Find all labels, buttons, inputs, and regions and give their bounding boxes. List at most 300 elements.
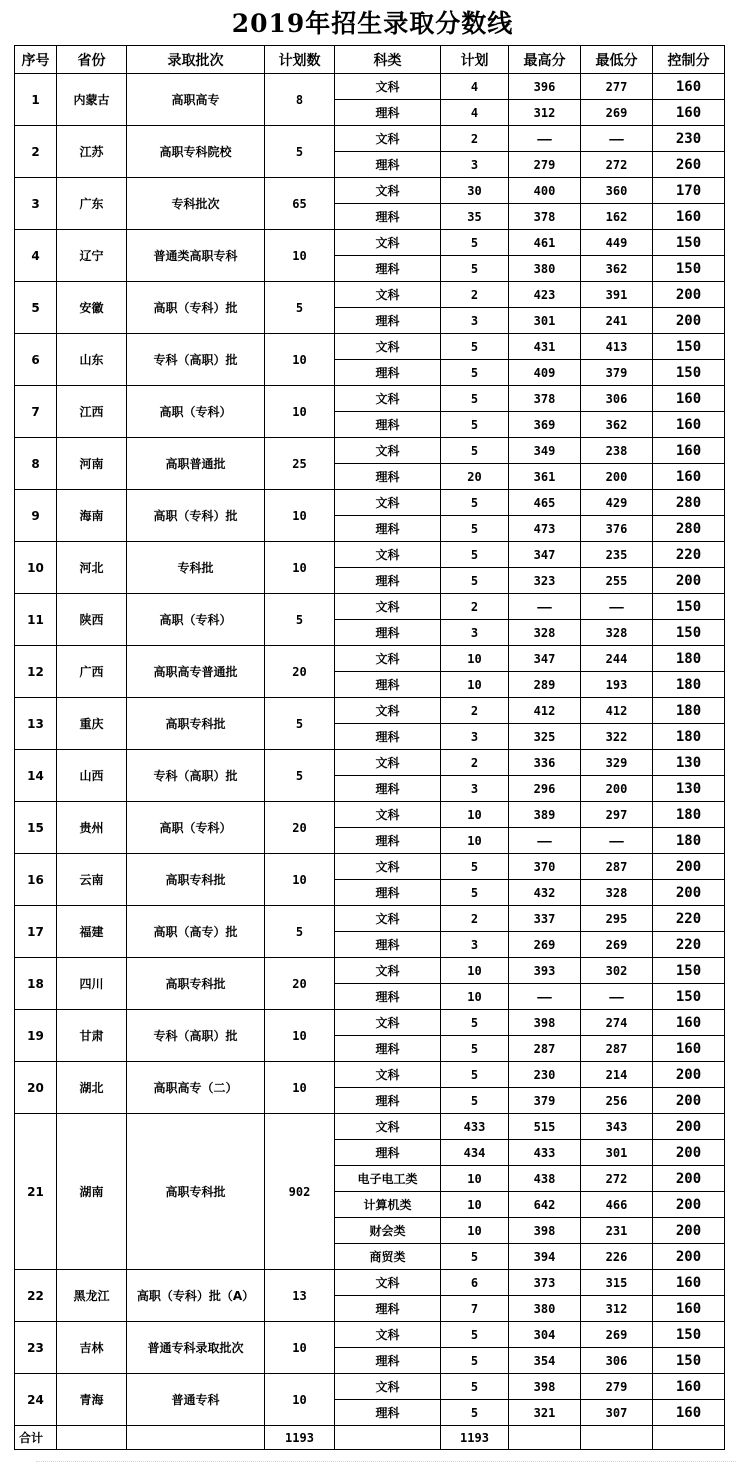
max-score-cell: 380 bbox=[509, 256, 581, 282]
plan-total-cell: 65 bbox=[265, 178, 335, 230]
batch-cell: 普通类高职专科 bbox=[127, 230, 265, 282]
control-score-cell: 160 bbox=[653, 1296, 725, 1322]
table-row bbox=[15, 1010, 725, 1036]
min-score-cell: 287 bbox=[581, 1036, 653, 1062]
subject-cell: 理科 bbox=[335, 256, 441, 282]
plan-cell: 20 bbox=[441, 464, 509, 490]
control-score-cell: 180 bbox=[653, 698, 725, 724]
min-score-cell: 226 bbox=[581, 1244, 653, 1270]
min-score-cell: 302 bbox=[581, 958, 653, 984]
max-score-cell: 438 bbox=[509, 1166, 581, 1192]
max-score-cell: 398 bbox=[509, 1374, 581, 1400]
control-score-cell: 200 bbox=[653, 854, 725, 880]
subject-cell: 商贸类 bbox=[335, 1244, 441, 1270]
min-score-cell: 328 bbox=[581, 880, 653, 906]
total-empty-cell bbox=[127, 1426, 265, 1450]
plan-total-cell: 8 bbox=[265, 74, 335, 126]
max-score-cell: 398 bbox=[509, 1010, 581, 1036]
control-score-cell: 220 bbox=[653, 932, 725, 958]
total-empty-cell bbox=[335, 1426, 441, 1450]
subject-cell: 理科 bbox=[335, 776, 441, 802]
table-header-row bbox=[15, 46, 725, 74]
plan-cell: 3 bbox=[441, 776, 509, 802]
min-score-cell: 235 bbox=[581, 542, 653, 568]
plan-cell: 5 bbox=[441, 256, 509, 282]
control-score-cell: 200 bbox=[653, 1244, 725, 1270]
min-score-cell: 360 bbox=[581, 178, 653, 204]
batch-cell: 高职（高专）批 bbox=[127, 906, 265, 958]
subject-cell: 理科 bbox=[335, 724, 441, 750]
plan-cell: 4 bbox=[441, 100, 509, 126]
table-row bbox=[15, 74, 725, 100]
subject-cell: 文科 bbox=[335, 906, 441, 932]
plan-cell: 5 bbox=[441, 1036, 509, 1062]
control-score-cell: 160 bbox=[653, 74, 725, 100]
row-number-cell: 14 bbox=[15, 750, 57, 802]
subject-cell: 文科 bbox=[335, 74, 441, 100]
subject-cell: 文科 bbox=[335, 646, 441, 672]
max-score-cell: 287 bbox=[509, 1036, 581, 1062]
control-score-cell: 150 bbox=[653, 230, 725, 256]
max-score-cell: —— bbox=[509, 828, 581, 854]
plan-total-cell: 5 bbox=[265, 594, 335, 646]
subject-cell: 理科 bbox=[335, 1348, 441, 1374]
max-score-cell: 361 bbox=[509, 464, 581, 490]
plan-cell: 10 bbox=[441, 672, 509, 698]
province-cell: 贵州 bbox=[57, 802, 127, 854]
control-score-cell: 150 bbox=[653, 594, 725, 620]
plan-total-cell: 5 bbox=[265, 750, 335, 802]
row-number-cell: 18 bbox=[15, 958, 57, 1010]
max-score-cell: 269 bbox=[509, 932, 581, 958]
total-plan-total: 1193 bbox=[265, 1426, 335, 1450]
min-score-cell: 312 bbox=[581, 1296, 653, 1322]
min-score-cell: 322 bbox=[581, 724, 653, 750]
control-score-cell: 160 bbox=[653, 1010, 725, 1036]
plan-cell: 5 bbox=[441, 490, 509, 516]
table-row bbox=[15, 282, 725, 308]
min-score-cell: 274 bbox=[581, 1010, 653, 1036]
table-row bbox=[15, 1374, 725, 1400]
subject-cell: 理科 bbox=[335, 1140, 441, 1166]
plan-total-cell: 10 bbox=[265, 542, 335, 594]
province-cell: 陕西 bbox=[57, 594, 127, 646]
province-cell: 重庆 bbox=[57, 698, 127, 750]
admission-score-table bbox=[14, 45, 725, 1450]
table-row bbox=[15, 1062, 725, 1088]
province-cell: 江西 bbox=[57, 386, 127, 438]
subject-cell: 文科 bbox=[335, 1114, 441, 1140]
row-number-cell: 8 bbox=[15, 438, 57, 490]
control-score-cell: 160 bbox=[653, 412, 725, 438]
province-cell: 广西 bbox=[57, 646, 127, 698]
subject-cell: 理科 bbox=[335, 880, 441, 906]
min-score-cell: 412 bbox=[581, 698, 653, 724]
plan-total-cell: 5 bbox=[265, 282, 335, 334]
max-score-cell: 423 bbox=[509, 282, 581, 308]
max-score-cell: 373 bbox=[509, 1270, 581, 1296]
control-score-cell: 200 bbox=[653, 1114, 725, 1140]
subject-cell: 文科 bbox=[335, 802, 441, 828]
plan-cell: 433 bbox=[441, 1114, 509, 1140]
subject-cell: 理科 bbox=[335, 1296, 441, 1322]
subject-cell: 文科 bbox=[335, 438, 441, 464]
min-score-cell: 391 bbox=[581, 282, 653, 308]
min-score-cell: 376 bbox=[581, 516, 653, 542]
max-score-cell: 336 bbox=[509, 750, 581, 776]
subject-cell: 文科 bbox=[335, 594, 441, 620]
min-score-cell: 256 bbox=[581, 1088, 653, 1114]
row-number-cell: 1 bbox=[15, 74, 57, 126]
batch-cell: 专科批 bbox=[127, 542, 265, 594]
plan-cell: 2 bbox=[441, 698, 509, 724]
batch-cell: 高职（专科）批 bbox=[127, 490, 265, 542]
subject-cell: 文科 bbox=[335, 1322, 441, 1348]
control-score-cell: 180 bbox=[653, 828, 725, 854]
control-score-cell: 160 bbox=[653, 1374, 725, 1400]
min-score-cell: 272 bbox=[581, 1166, 653, 1192]
min-score-cell: 162 bbox=[581, 204, 653, 230]
province-cell: 河北 bbox=[57, 542, 127, 594]
row-number-cell: 5 bbox=[15, 282, 57, 334]
row-number-cell: 17 bbox=[15, 906, 57, 958]
subject-cell: 文科 bbox=[335, 958, 441, 984]
control-score-cell: 260 bbox=[653, 152, 725, 178]
plan-cell: 5 bbox=[441, 542, 509, 568]
province-cell: 黑龙江 bbox=[57, 1270, 127, 1322]
row-number-cell: 12 bbox=[15, 646, 57, 698]
plan-total-cell: 5 bbox=[265, 126, 335, 178]
plan-cell: 4 bbox=[441, 74, 509, 100]
province-cell: 青海 bbox=[57, 1374, 127, 1426]
province-cell: 四川 bbox=[57, 958, 127, 1010]
plan-cell: 5 bbox=[441, 1062, 509, 1088]
plan-cell: 5 bbox=[441, 438, 509, 464]
min-score-cell: 379 bbox=[581, 360, 653, 386]
max-score-cell: 473 bbox=[509, 516, 581, 542]
subject-cell: 文科 bbox=[335, 126, 441, 152]
table-body bbox=[15, 74, 725, 1426]
control-score-cell: 180 bbox=[653, 802, 725, 828]
table-row bbox=[15, 594, 725, 620]
control-score-cell: 230 bbox=[653, 126, 725, 152]
max-score-cell: 323 bbox=[509, 568, 581, 594]
max-score-cell: 389 bbox=[509, 802, 581, 828]
control-score-cell: 200 bbox=[653, 1062, 725, 1088]
plan-total-cell: 10 bbox=[265, 386, 335, 438]
min-score-cell: 306 bbox=[581, 386, 653, 412]
batch-cell: 专科（高职）批 bbox=[127, 750, 265, 802]
plan-cell: 30 bbox=[441, 178, 509, 204]
max-score-cell: 400 bbox=[509, 178, 581, 204]
max-score-cell: 515 bbox=[509, 1114, 581, 1140]
max-score-cell: 304 bbox=[509, 1322, 581, 1348]
plan-cell: 5 bbox=[441, 1088, 509, 1114]
row-number-cell: 20 bbox=[15, 1062, 57, 1114]
plan-cell: 3 bbox=[441, 724, 509, 750]
max-score-cell: 279 bbox=[509, 152, 581, 178]
subject-cell: 计算机类 bbox=[335, 1192, 441, 1218]
control-score-cell: 280 bbox=[653, 516, 725, 542]
plan-cell: 3 bbox=[441, 152, 509, 178]
control-score-cell: 130 bbox=[653, 776, 725, 802]
total-empty-cell bbox=[57, 1426, 127, 1450]
max-score-cell: 394 bbox=[509, 1244, 581, 1270]
header-cell: 最低分 bbox=[581, 46, 653, 74]
min-score-cell: 193 bbox=[581, 672, 653, 698]
page-title: 2019年招生录取分数线 bbox=[231, 9, 514, 38]
plan-cell: 3 bbox=[441, 932, 509, 958]
subject-cell: 理科 bbox=[335, 620, 441, 646]
province-cell: 湖北 bbox=[57, 1062, 127, 1114]
max-score-cell: 465 bbox=[509, 490, 581, 516]
table-row bbox=[15, 906, 725, 932]
min-score-cell: 238 bbox=[581, 438, 653, 464]
plan-total-cell: 10 bbox=[265, 854, 335, 906]
province-cell: 云南 bbox=[57, 854, 127, 906]
plan-cell: 10 bbox=[441, 958, 509, 984]
control-score-cell: 160 bbox=[653, 100, 725, 126]
header-cell: 科类 bbox=[335, 46, 441, 74]
header-cell: 最高分 bbox=[509, 46, 581, 74]
row-number-cell: 2 bbox=[15, 126, 57, 178]
plan-cell: 5 bbox=[441, 1400, 509, 1426]
plan-cell: 5 bbox=[441, 1374, 509, 1400]
max-score-cell: 289 bbox=[509, 672, 581, 698]
subject-cell: 文科 bbox=[335, 854, 441, 880]
plan-cell: 5 bbox=[441, 880, 509, 906]
table-row bbox=[15, 802, 725, 828]
plan-total-cell: 10 bbox=[265, 1374, 335, 1426]
control-score-cell: 150 bbox=[653, 1322, 725, 1348]
plan-total-cell: 20 bbox=[265, 646, 335, 698]
max-score-cell: —— bbox=[509, 126, 581, 152]
plan-cell: 5 bbox=[441, 516, 509, 542]
min-score-cell: 269 bbox=[581, 1322, 653, 1348]
min-score-cell: 307 bbox=[581, 1400, 653, 1426]
control-score-cell: 170 bbox=[653, 178, 725, 204]
max-score-cell: 347 bbox=[509, 542, 581, 568]
control-score-cell: 180 bbox=[653, 672, 725, 698]
province-cell: 辽宁 bbox=[57, 230, 127, 282]
table-row bbox=[15, 750, 725, 776]
plan-cell: 10 bbox=[441, 1166, 509, 1192]
batch-cell: 高职（专科）批 bbox=[127, 282, 265, 334]
max-score-cell: 378 bbox=[509, 204, 581, 230]
max-score-cell: 409 bbox=[509, 360, 581, 386]
max-score-cell: 349 bbox=[509, 438, 581, 464]
subject-cell: 理科 bbox=[335, 1400, 441, 1426]
plan-cell: 3 bbox=[441, 308, 509, 334]
control-score-cell: 150 bbox=[653, 256, 725, 282]
bottom-dotted-divider bbox=[36, 1461, 736, 1462]
plan-total-cell: 10 bbox=[265, 1062, 335, 1114]
max-score-cell: 433 bbox=[509, 1140, 581, 1166]
subject-cell: 理科 bbox=[335, 1088, 441, 1114]
row-number-cell: 19 bbox=[15, 1010, 57, 1062]
table-row bbox=[15, 490, 725, 516]
header-cell: 控制分 bbox=[653, 46, 725, 74]
max-score-cell: 412 bbox=[509, 698, 581, 724]
max-score-cell: 312 bbox=[509, 100, 581, 126]
batch-cell: 专科（高职）批 bbox=[127, 334, 265, 386]
plan-total-cell: 10 bbox=[265, 230, 335, 282]
row-number-cell: 9 bbox=[15, 490, 57, 542]
min-score-cell: 241 bbox=[581, 308, 653, 334]
batch-cell: 高职高专 bbox=[127, 74, 265, 126]
total-empty-cell bbox=[581, 1426, 653, 1450]
header-cell: 省份 bbox=[57, 46, 127, 74]
plan-total-cell: 20 bbox=[265, 802, 335, 854]
min-score-cell: 200 bbox=[581, 776, 653, 802]
row-number-cell: 23 bbox=[15, 1322, 57, 1374]
row-number-cell: 6 bbox=[15, 334, 57, 386]
control-score-cell: 150 bbox=[653, 958, 725, 984]
plan-cell: 10 bbox=[441, 984, 509, 1010]
subject-cell: 文科 bbox=[335, 490, 441, 516]
max-score-cell: 396 bbox=[509, 74, 581, 100]
control-score-cell: 160 bbox=[653, 1270, 725, 1296]
max-score-cell: 370 bbox=[509, 854, 581, 880]
plan-cell: 5 bbox=[441, 1244, 509, 1270]
control-score-cell: 200 bbox=[653, 282, 725, 308]
max-score-cell: 337 bbox=[509, 906, 581, 932]
subject-cell: 理科 bbox=[335, 464, 441, 490]
table-row bbox=[15, 646, 725, 672]
table-row bbox=[15, 1322, 725, 1348]
table-row bbox=[15, 178, 725, 204]
row-number-cell: 24 bbox=[15, 1374, 57, 1426]
plan-total-cell: 10 bbox=[265, 490, 335, 542]
min-score-cell: 328 bbox=[581, 620, 653, 646]
max-score-cell: 378 bbox=[509, 386, 581, 412]
table-row bbox=[15, 230, 725, 256]
plan-total-cell: 5 bbox=[265, 698, 335, 750]
plan-cell: 10 bbox=[441, 802, 509, 828]
subject-cell: 文科 bbox=[335, 542, 441, 568]
row-number-cell: 4 bbox=[15, 230, 57, 282]
plan-cell: 5 bbox=[441, 568, 509, 594]
min-score-cell: 329 bbox=[581, 750, 653, 776]
plan-cell: 5 bbox=[441, 334, 509, 360]
subject-cell: 理科 bbox=[335, 1036, 441, 1062]
control-score-cell: 200 bbox=[653, 1166, 725, 1192]
batch-cell: 高职普通批 bbox=[127, 438, 265, 490]
table-row bbox=[15, 958, 725, 984]
plan-cell: 10 bbox=[441, 828, 509, 854]
max-score-cell: 379 bbox=[509, 1088, 581, 1114]
subject-cell: 文科 bbox=[335, 386, 441, 412]
min-score-cell: 295 bbox=[581, 906, 653, 932]
province-cell: 安徽 bbox=[57, 282, 127, 334]
max-score-cell: 296 bbox=[509, 776, 581, 802]
max-score-cell: 431 bbox=[509, 334, 581, 360]
min-score-cell: —— bbox=[581, 594, 653, 620]
row-number-cell: 7 bbox=[15, 386, 57, 438]
min-score-cell: 277 bbox=[581, 74, 653, 100]
min-score-cell: 466 bbox=[581, 1192, 653, 1218]
max-score-cell: 321 bbox=[509, 1400, 581, 1426]
subject-cell: 电子电工类 bbox=[335, 1166, 441, 1192]
max-score-cell: 328 bbox=[509, 620, 581, 646]
plan-cell: 5 bbox=[441, 412, 509, 438]
subject-cell: 文科 bbox=[335, 1374, 441, 1400]
plan-cell: 2 bbox=[441, 906, 509, 932]
min-score-cell: —— bbox=[581, 828, 653, 854]
max-score-cell: 301 bbox=[509, 308, 581, 334]
control-score-cell: 180 bbox=[653, 646, 725, 672]
batch-cell: 高职（专科）批（A） bbox=[127, 1270, 265, 1322]
control-score-cell: 200 bbox=[653, 568, 725, 594]
total-empty-cell bbox=[509, 1426, 581, 1450]
subject-cell: 理科 bbox=[335, 932, 441, 958]
total-label: 合计 bbox=[15, 1426, 57, 1450]
plan-cell: 434 bbox=[441, 1140, 509, 1166]
plan-total-cell: 10 bbox=[265, 334, 335, 386]
row-number-cell: 21 bbox=[15, 1114, 57, 1270]
total-plan: 1193 bbox=[441, 1426, 509, 1450]
subject-cell: 理科 bbox=[335, 204, 441, 230]
province-cell: 海南 bbox=[57, 490, 127, 542]
subject-cell: 文科 bbox=[335, 282, 441, 308]
min-score-cell: 449 bbox=[581, 230, 653, 256]
control-score-cell: 150 bbox=[653, 334, 725, 360]
plan-cell: 5 bbox=[441, 854, 509, 880]
province-cell: 甘肃 bbox=[57, 1010, 127, 1062]
province-cell: 内蒙古 bbox=[57, 74, 127, 126]
subject-cell: 理科 bbox=[335, 568, 441, 594]
batch-cell: 高职专科批 bbox=[127, 854, 265, 906]
control-score-cell: 280 bbox=[653, 490, 725, 516]
subject-cell: 理科 bbox=[335, 308, 441, 334]
subject-cell: 文科 bbox=[335, 178, 441, 204]
max-score-cell: 354 bbox=[509, 1348, 581, 1374]
plan-cell: 5 bbox=[441, 360, 509, 386]
max-score-cell: 398 bbox=[509, 1218, 581, 1244]
province-cell: 河南 bbox=[57, 438, 127, 490]
batch-cell: 专科（高职）批 bbox=[127, 1010, 265, 1062]
table-row bbox=[15, 1114, 725, 1140]
province-cell: 山西 bbox=[57, 750, 127, 802]
plan-total-cell: 25 bbox=[265, 438, 335, 490]
control-score-cell: 200 bbox=[653, 1192, 725, 1218]
province-cell: 广东 bbox=[57, 178, 127, 230]
plan-cell: 35 bbox=[441, 204, 509, 230]
control-score-cell: 150 bbox=[653, 620, 725, 646]
row-number-cell: 15 bbox=[15, 802, 57, 854]
plan-total-cell: 20 bbox=[265, 958, 335, 1010]
subject-cell: 财会类 bbox=[335, 1218, 441, 1244]
plan-cell: 2 bbox=[441, 750, 509, 776]
max-score-cell: 432 bbox=[509, 880, 581, 906]
plan-cell: 5 bbox=[441, 1322, 509, 1348]
province-cell: 湖南 bbox=[57, 1114, 127, 1270]
subject-cell: 理科 bbox=[335, 516, 441, 542]
control-score-cell: 220 bbox=[653, 906, 725, 932]
batch-cell: 高职专科院校 bbox=[127, 126, 265, 178]
control-score-cell: 150 bbox=[653, 360, 725, 386]
min-score-cell: 214 bbox=[581, 1062, 653, 1088]
row-number-cell: 3 bbox=[15, 178, 57, 230]
subject-cell: 文科 bbox=[335, 1270, 441, 1296]
min-score-cell: 429 bbox=[581, 490, 653, 516]
control-score-cell: 160 bbox=[653, 1036, 725, 1062]
province-cell: 山东 bbox=[57, 334, 127, 386]
min-score-cell: —— bbox=[581, 126, 653, 152]
max-score-cell: 230 bbox=[509, 1062, 581, 1088]
batch-cell: 高职高专普通批 bbox=[127, 646, 265, 698]
batch-cell: 高职（专科） bbox=[127, 594, 265, 646]
